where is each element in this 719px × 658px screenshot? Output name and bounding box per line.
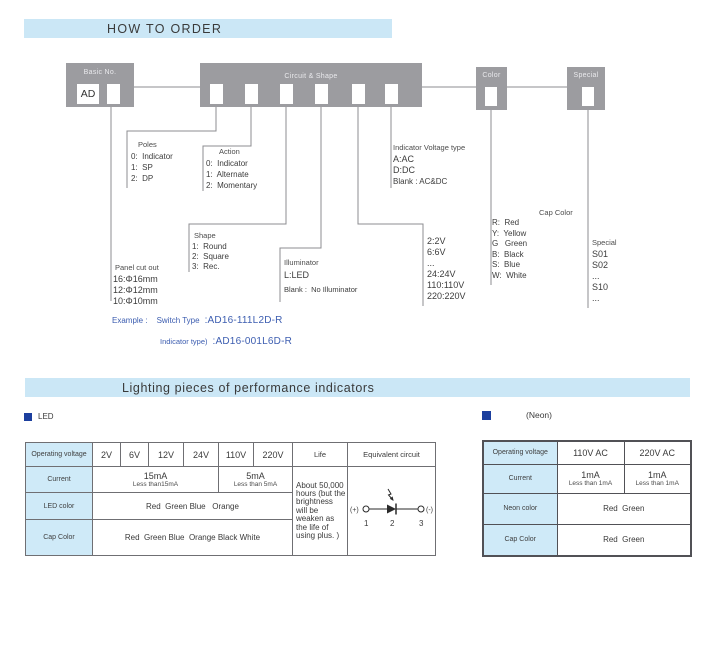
- cap-color-item: S: Blue: [492, 260, 521, 270]
- shape-item: 1: Round: [192, 242, 227, 251]
- special-item: ...: [592, 293, 600, 303]
- led-color-label: LED color: [26, 493, 93, 520]
- indicator-voltage-title: Indicator Voltage type: [393, 143, 466, 152]
- led-voltage-header: 6V: [121, 443, 149, 467]
- circuit-slot-2: [245, 84, 258, 104]
- led-voltage-header: 24V: [184, 443, 219, 467]
- led-label-text: LED: [38, 412, 54, 421]
- neon-current-cell: [624, 464, 691, 493]
- shape-title: Shape: [194, 231, 216, 240]
- bullet-square-icon: [482, 411, 491, 420]
- circuit-shape-label: Circuit & Shape: [284, 73, 338, 80]
- current-high-main: 5mA: [246, 471, 265, 481]
- action-group: [206, 147, 257, 191]
- basic-no-code-slot: [77, 84, 99, 104]
- table-row: [26, 467, 436, 493]
- current-low-sub: Less than15mA: [132, 481, 179, 488]
- example-label: Example :: [112, 316, 148, 325]
- circuit-slot-6: [385, 84, 398, 104]
- table-row: [26, 443, 436, 467]
- table-row: [483, 464, 691, 493]
- color-slot: [485, 87, 497, 106]
- indicator-voltage-item: A:AC: [393, 154, 415, 164]
- poles-item: 1: SP: [131, 163, 153, 172]
- neon-color-value: Red Green: [557, 493, 691, 524]
- led-current-label: Current: [26, 467, 93, 493]
- panel-cutout-item: 16:Φ16mm: [113, 274, 158, 284]
- shape-item: 3: Rec.: [192, 262, 220, 271]
- led-voltage-header: 110V: [219, 443, 254, 467]
- circuit-slot-1: [210, 84, 223, 104]
- pin-number: 1: [363, 519, 368, 528]
- led-current-low-cell: [93, 467, 219, 493]
- cap-color-item: Y: Yellow: [492, 228, 527, 238]
- minus-terminal-label: (-): [425, 507, 433, 514]
- led-voltage-header: 220V: [254, 443, 293, 467]
- bullet-square-icon: [24, 413, 32, 421]
- neon-op-voltage-label: Operating voltage: [483, 441, 557, 464]
- section-header-how-to-order: [24, 19, 392, 38]
- led-cap-color-value: Red Green Blue Orange Black White: [93, 520, 293, 556]
- example-switch-line: [112, 315, 283, 326]
- led-cap-color-label: Cap Color: [26, 520, 93, 556]
- neon-section-label: [482, 410, 552, 420]
- panel-cutout-item: 10:Φ10mm: [113, 296, 158, 306]
- voltage-item: 6:6V: [427, 247, 446, 257]
- cap-color-item: B: Black: [492, 249, 524, 259]
- color-box: [476, 67, 507, 110]
- cap-color-item: G Green: [492, 239, 528, 249]
- special-item: S02: [592, 260, 609, 270]
- basic-no-box: [66, 63, 134, 107]
- led-op-voltage-label: Operating voltage: [26, 443, 93, 467]
- indicator-voltage-item: D:DC: [393, 165, 415, 175]
- poles-title: Poles: [138, 140, 157, 149]
- current-high-sub: Less than 5mA: [233, 481, 278, 488]
- neon-current-main: 1mA: [647, 470, 667, 480]
- panel-cutout-group: [113, 263, 159, 307]
- neon-cap-color-value: Red Green: [557, 524, 691, 556]
- poles-group: [131, 140, 173, 184]
- neon-current-cell: [557, 464, 624, 493]
- action-item: 0: Indicator: [206, 159, 248, 168]
- illuminator-blank-item: Blank : No Illuminator: [284, 285, 358, 294]
- color-box-label: Color: [482, 72, 501, 79]
- led-color-value: Red Green Blue Orange: [93, 493, 293, 520]
- led-current-high-cell: [219, 467, 293, 493]
- neon-spec-table: [482, 440, 692, 557]
- basic-no-code: AD: [80, 88, 96, 100]
- switch-type-label: Switch Type: [156, 316, 200, 325]
- special-item: S10: [592, 282, 609, 292]
- neon-voltage-header: 220V AC: [624, 441, 691, 464]
- shape-group: [192, 231, 229, 272]
- voltage-item: ...: [427, 258, 435, 268]
- neon-current-label: Current: [483, 464, 557, 493]
- pin-number: 2: [389, 519, 394, 528]
- life-header: Life: [293, 443, 348, 467]
- lighting-title: Lighting pieces of performance indicators: [122, 380, 375, 395]
- example-indicator-line: [160, 336, 292, 347]
- led-voltage-header: 2V: [93, 443, 121, 467]
- pin-number: 3: [418, 519, 423, 528]
- neon-voltage-header: 110V AC: [557, 441, 624, 464]
- page-title: HOW TO ORDER: [107, 21, 223, 36]
- neon-color-label: Neon color: [483, 493, 557, 524]
- action-title: Action: [219, 147, 240, 156]
- life-text-cell: About 50,000 hours (but the brightness will be weaken as the life of using plus. ): [293, 467, 348, 556]
- cap-color-item: W: White: [492, 270, 527, 280]
- neon-label-text: (Neon): [526, 410, 552, 420]
- basic-no-empty-slot: [107, 84, 120, 104]
- illuminator-group: [284, 258, 357, 295]
- special-box: [567, 67, 605, 110]
- panel-cutout-item: 12:Φ12mm: [113, 285, 158, 295]
- table-row: [483, 441, 691, 464]
- action-item: 1: Alternate: [206, 170, 249, 179]
- neon-current-sub: Less than 1mA: [568, 480, 613, 487]
- plus-terminal-label: (+): [349, 507, 359, 514]
- special-box-label: Special: [573, 72, 599, 79]
- led-section-label: [24, 412, 54, 421]
- voltage-group: [427, 236, 466, 302]
- circuit-slot-4: [315, 84, 328, 104]
- neon-current-main: 1mA: [581, 470, 600, 480]
- basic-no-label: Basic No.: [83, 69, 117, 76]
- led-spec-table: [25, 442, 436, 556]
- indicator-type-code: :AD16-001L6D-R: [212, 336, 293, 347]
- equivalent-circuit-cell: [348, 467, 436, 556]
- neon-current-sub: Less than 1mA: [635, 480, 679, 487]
- switch-type-code: :AD16-111L2D-R: [204, 315, 283, 326]
- terminal-node: [363, 506, 369, 512]
- table-row: [483, 493, 691, 524]
- section-header-lighting: [25, 378, 690, 397]
- special-item: S01: [592, 249, 609, 259]
- shape-item: 2: Square: [192, 252, 229, 261]
- table-row: [483, 524, 691, 556]
- illuminator-led-item: L:LED: [284, 270, 310, 280]
- voltage-item: 110:110V: [427, 280, 465, 290]
- special-slot: [582, 87, 594, 106]
- special-group: [592, 238, 617, 304]
- panel-cutout-title: Panel cut out: [115, 263, 159, 272]
- equivalent-circuit-diagram: [349, 485, 435, 535]
- poles-item: 2: DP: [131, 174, 154, 183]
- special-item: ...: [592, 271, 600, 281]
- circuit-slot-5: [352, 84, 365, 104]
- cap-color-group: [492, 218, 527, 282]
- special-title: Special: [592, 238, 617, 247]
- circuit-shape-box: [200, 63, 422, 107]
- terminal-node: [418, 506, 424, 512]
- voltage-item: 220:220V: [427, 291, 466, 301]
- cap-color-item: R: Red: [492, 218, 520, 227]
- equivalent-circuit-header: Equivalent circuit: [348, 443, 436, 467]
- illuminator-title: Illuminator: [284, 258, 319, 267]
- action-item: 2: Momentary: [206, 181, 258, 190]
- cap-color-title: Cap Color: [539, 208, 573, 217]
- indicator-type-label: Indicator type): [160, 337, 208, 346]
- circuit-slot-3: [280, 84, 293, 104]
- poles-item: 0: Indicator: [131, 152, 173, 161]
- led-voltage-header: 12V: [149, 443, 184, 467]
- voltage-item: 24:24V: [427, 269, 456, 279]
- indicator-voltage-blank-item: Blank : AC&DC: [393, 177, 448, 186]
- diode-icon: [387, 505, 396, 514]
- indicator-voltage-group: [393, 143, 465, 187]
- voltage-item: 2:2V: [427, 236, 446, 246]
- current-low-main: 15mA: [143, 471, 168, 481]
- neon-cap-color-label: Cap Color: [483, 524, 557, 556]
